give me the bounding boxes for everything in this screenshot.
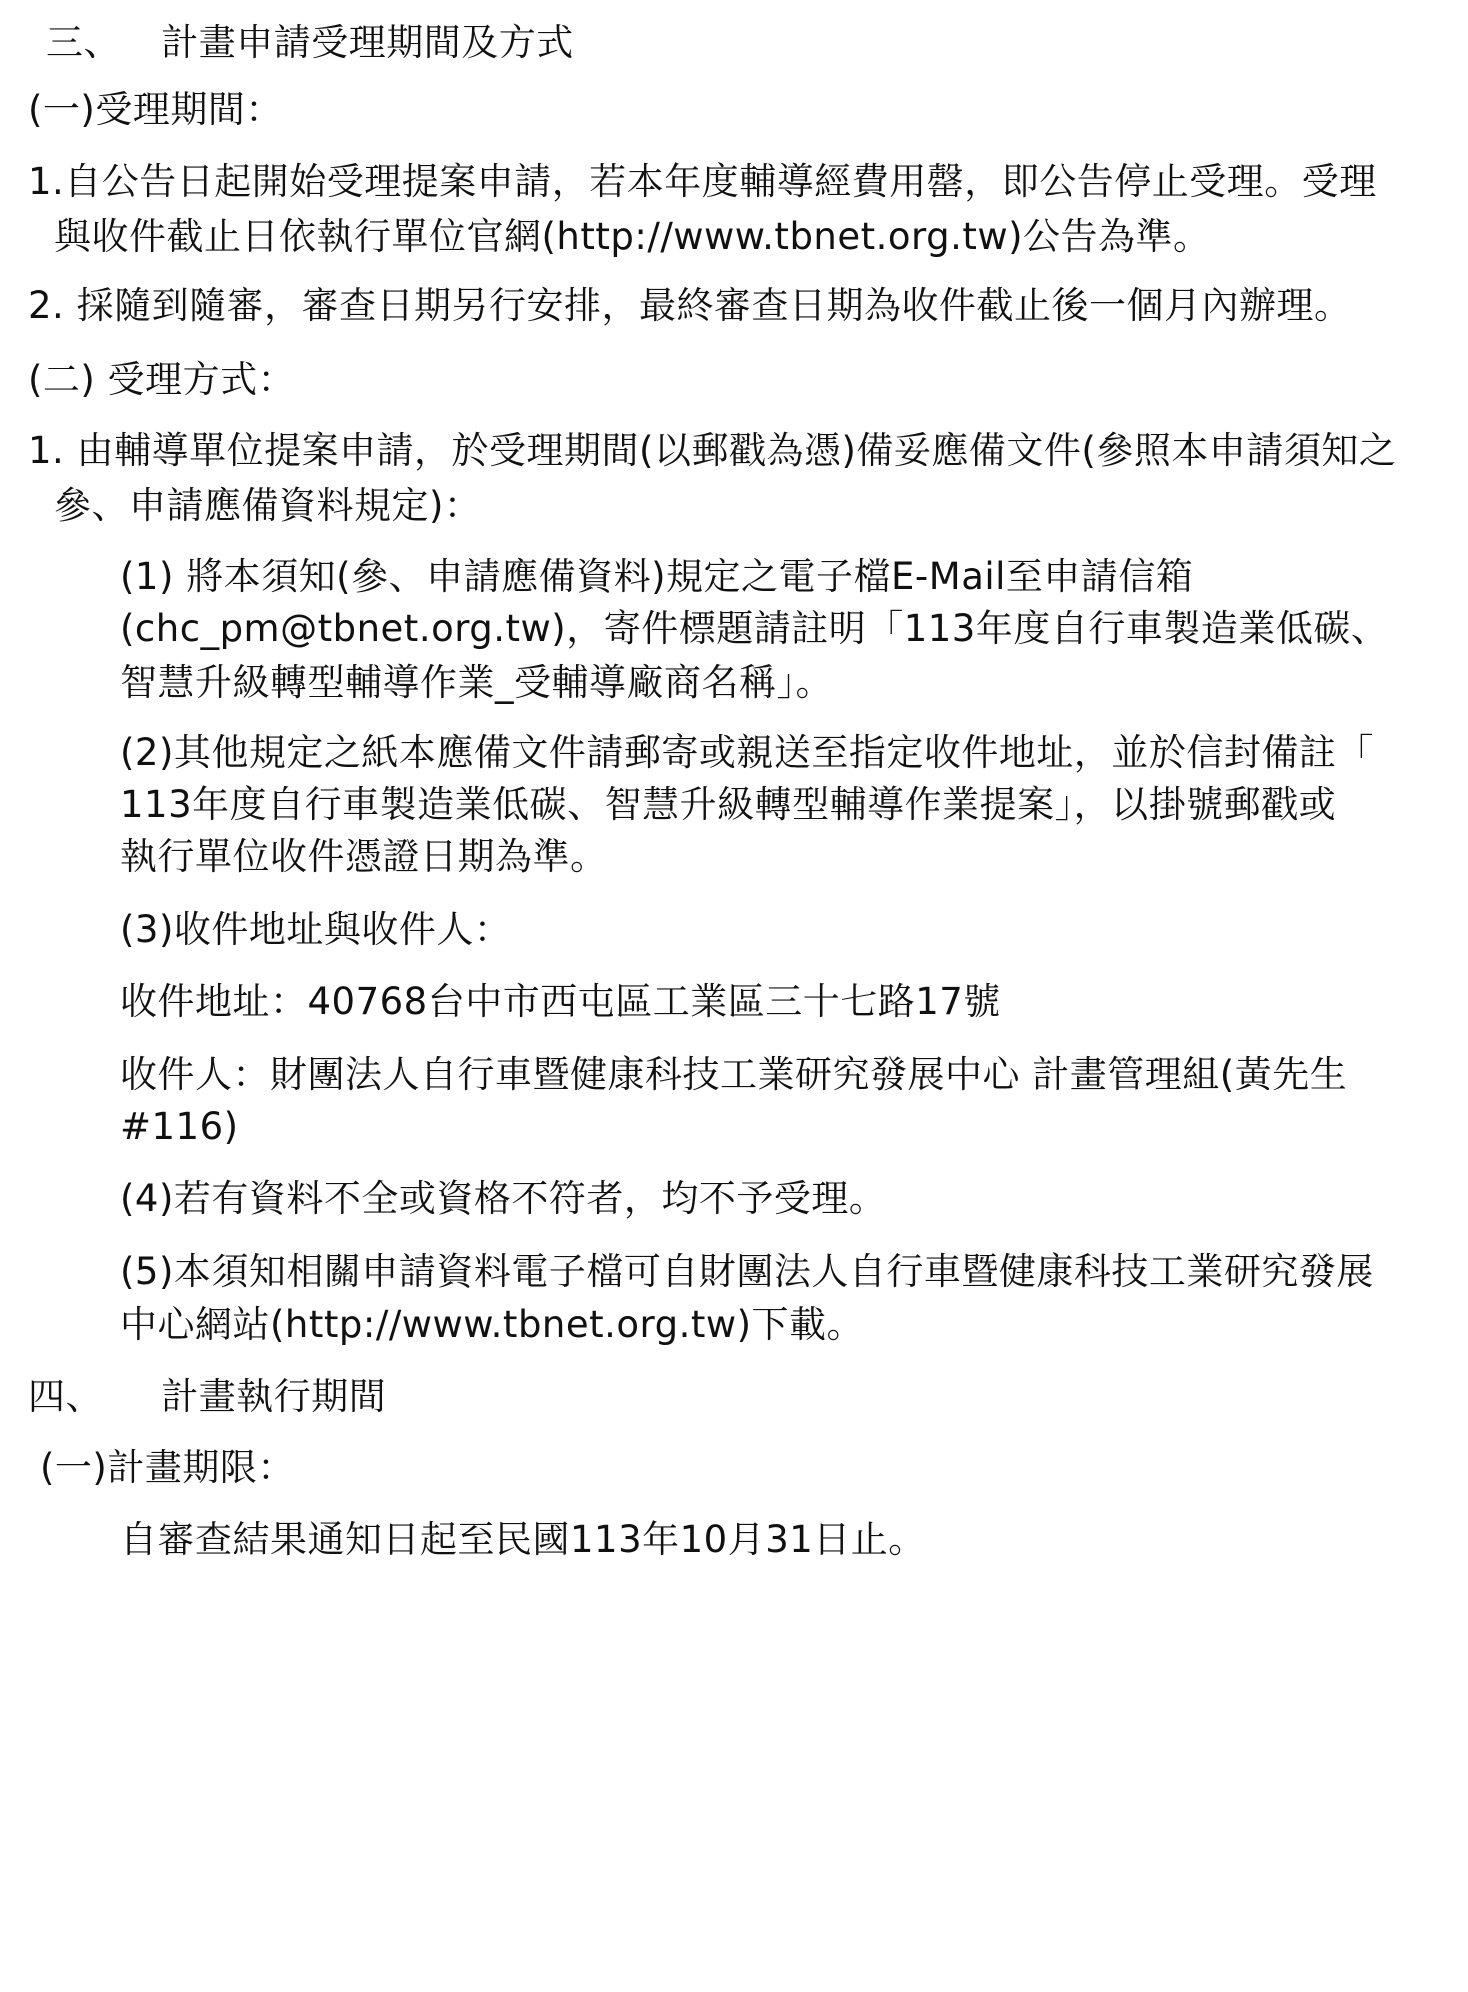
period-item-1-line-1: 1.自公告日起開始受理提案申請，若本年度輔導經費用罄，即公告停止受理。受理 (28, 160, 1377, 203)
period-item-2: 2. 採隨到隨審，審查日期另行安排，最終審查日期為收件截止後一個月內辦理。 (28, 284, 1352, 327)
section-3-number: 三、 (46, 21, 121, 64)
method-point-1-line-2: (chc_pm@tbnet.org.tw)，寄件標題請註明「113年度自行車製造業低碳、 (120, 607, 1389, 650)
section-3-title: 計畫申請受理期間及方式 (161, 21, 574, 64)
recipient-line-2: #116) (120, 1105, 239, 1148)
method-point-2-line-3: 執行單位收件憑證日期為準。 (120, 835, 608, 878)
method-point-4: (4)若有資料不全或資格不符者，均不予受理。 (120, 1177, 887, 1220)
recipient-line-1: 收件人：財團法人自行車暨健康科技工業研究發展中心 計畫管理組(黃先生 (120, 1053, 1348, 1096)
subsection-acceptance-method-heading: (二) 受理方式： (28, 358, 296, 401)
method-point-1-line-1: (1) 將本須知(參、申請應備資料)規定之電子檔E-Mail至申請信箱 (120, 555, 1194, 598)
subsection-project-term-heading: (一)計畫期限： (40, 1446, 295, 1489)
section-4-title: 計畫執行期間 (161, 1375, 387, 1418)
method-item-1-line-1: 1. 由輔導單位提案申請，於受理期間(以郵戳為憑)備妥應備文件(參照本申請須知之 (28, 429, 1397, 472)
subsection-acceptance-period-heading: (一)受理期間： (28, 88, 283, 131)
method-point-1-line-3: 智慧升級轉型輔導作業_受輔導廠商名稱」。 (120, 661, 833, 704)
method-point-2-line-1: (2)其他規定之紙本應備文件請郵寄或親送至指定收件地址，並於信封備註「 (120, 731, 1374, 774)
period-item-1-line-2: 與收件截止日依執行單位官網(http://www.tbnet.org.tw)公告為準。 (54, 215, 1211, 258)
delivery-address: 收件地址：40768台中市西屯區工業區三十七路17號 (120, 980, 1001, 1023)
method-point-5-line-2: 中心網站(http://www.tbnet.org.tw)下載。 (120, 1303, 865, 1346)
method-point-2-line-2: 113年度自行車製造業低碳、智慧升級轉型輔導作業提案」，以掛號郵戳或 (120, 783, 1337, 826)
method-point-5-line-1: (5)本須知相關申請資料電子檔可自財團法人自行車暨健康科技工業研究發展 (120, 1250, 1374, 1293)
method-point-3-heading: (3)收件地址與收件人： (120, 908, 512, 951)
project-term-text: 自審查結果通知日起至民國113年10月31日止。 (120, 1518, 926, 1561)
method-item-1-line-2: 參、申請應備資料規定)： (54, 484, 482, 527)
section-4-number: 四、 (28, 1375, 103, 1418)
section-3-heading (46, 19, 574, 67)
section-4-heading (28, 1373, 386, 1421)
